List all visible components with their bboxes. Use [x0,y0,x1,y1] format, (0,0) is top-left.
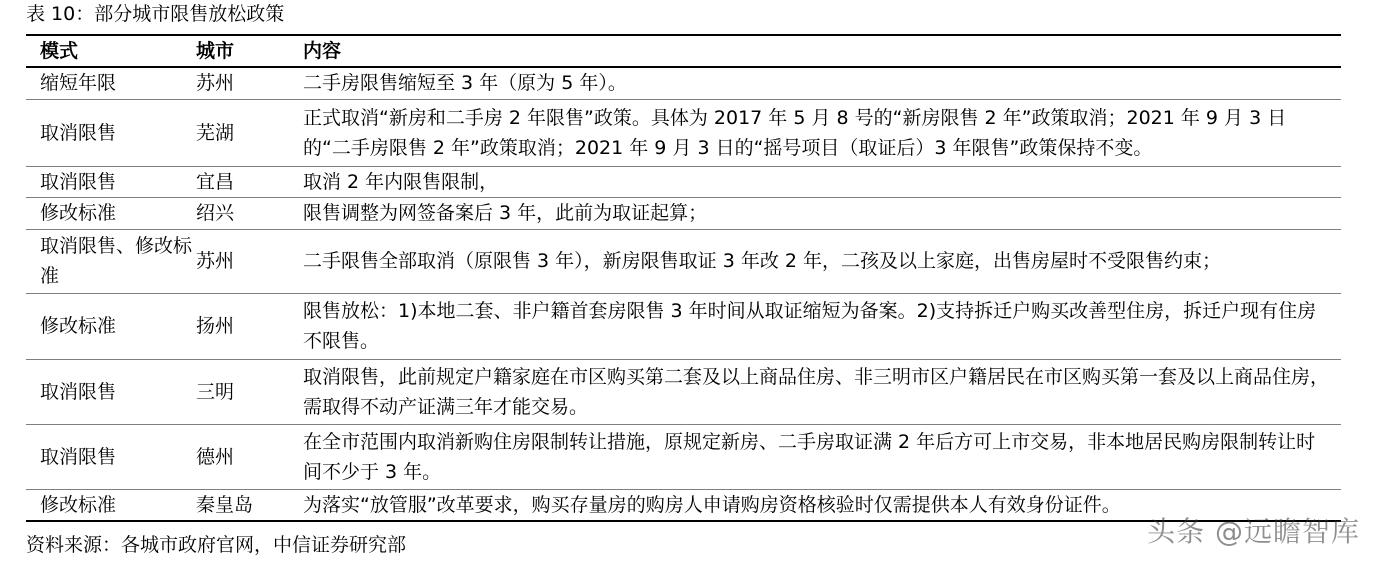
cell-mode: 缩短年限 [26,67,196,99]
cell-content: 为落实“放管服”改革要求，购买存量房的购房人申请购房资格核验时仅需提供本人有效身份证件。 [303,489,1341,521]
cell-mode: 取消限售 [26,424,196,489]
table-row [26,359,1341,424]
cell-content: 正式取消“新房和二手房 2 年限售”政策。具体为 2017 年 5 月 8 号的“新房限售 2 年”政策取消；2021 年 9 月 3 日的“二手房限售 2 年”政策取消；2021 年 9 月 3 日的“摇号项目（取证后）3 年限售”政策保持不变。 [303,99,1341,166]
cell-mode: 取消限售 [26,166,196,197]
table-row [26,166,1341,197]
cell-mode: 修改标准 [26,489,196,521]
header-mode: 模式 [26,35,196,67]
cell-city: 秦皇岛 [196,489,303,521]
cell-mode: 取消限售 [26,359,196,424]
cell-content: 二手限售全部取消（原限售 3 年），新房限售取证 3 年改 2 年，二孩及以上家庭，出售房屋时不受限售约束； [303,229,1341,293]
cell-city: 绍兴 [196,197,303,229]
table-row [26,197,1341,229]
cell-content: 取消限售，此前规定户籍家庭在市区购买第二套及以上商品住房、非三明市区户籍居民在市区购买第一套及以上商品住房，需取得不动产证满三年才能交易。 [303,359,1341,424]
cell-content: 取消 2 年内限售限制， [303,166,1341,197]
policy-table [26,34,1341,522]
header-city: 城市 [196,35,303,67]
header-content: 内容 [303,35,1341,67]
cell-mode: 修改标准 [26,293,196,359]
table-row [26,293,1341,359]
cell-content: 限售调整为网签备案后 3 年，此前为取证起算； [303,197,1341,229]
table-row [26,67,1341,99]
cell-city: 苏州 [196,229,303,293]
cell-mode: 取消限售、修改标准 [26,229,196,293]
cell-city: 德州 [196,424,303,489]
cell-city: 扬州 [196,293,303,359]
cell-city: 芜湖 [196,99,303,166]
cell-content: 限售放松：1)本地二套、非户籍首套房限售 3 年时间从取证缩短为备案。2)支持拆迁户购买改善型住房，拆迁户现有住房不限售。 [303,293,1341,359]
cell-city: 三明 [196,359,303,424]
table-row [26,489,1341,521]
cell-content: 在全市范围内取消新购住房限制转让措施，原规定新房、二手房取证满 2 年后方可上市交易，非本地居民购房限制转让时间不少于 3 年。 [303,424,1341,489]
cell-mode: 修改标准 [26,197,196,229]
table-row [26,229,1341,293]
source-note: 资料来源：各城市政府官网，中信证券研究部 [26,534,407,556]
watermark: 头条 @远瞻智库 [1147,515,1360,548]
table-row [26,424,1341,489]
cell-mode: 取消限售 [26,99,196,166]
table-row [26,99,1341,166]
cell-content: 二手房限售缩短至 3 年（原为 5 年）。 [303,67,1341,99]
table-caption: 表 10：部分城市限售放松政策 [26,3,285,25]
cell-city: 苏州 [196,67,303,99]
table-header-row [26,35,1341,67]
cell-city: 宜昌 [196,166,303,197]
